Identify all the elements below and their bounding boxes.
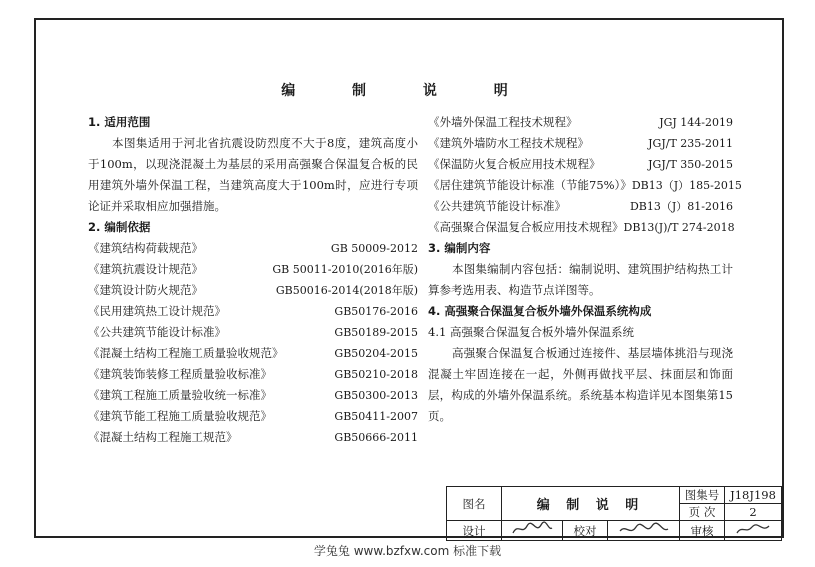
designer-signature-mark xyxy=(510,521,554,537)
reference-row: 《居住建筑节能设计标准（节能75%）》 DB13（J）185-2015 xyxy=(428,178,742,192)
reference-row: 《建筑外墙防水工程技术规程》 JGJ/T 235-2011 xyxy=(428,136,733,150)
reference-row: 《建筑抗震设计规范》 GB 50011-2010(2016年版) xyxy=(88,262,418,276)
reference-row: 《公共建筑节能设计标准》 GB50189-2015 xyxy=(88,325,418,339)
page-number-label: 页 次 xyxy=(680,504,725,521)
reference-row: 《民用建筑热工设计规范》 GB50176-2016 xyxy=(88,304,418,318)
section-3-body: 本图集编制内容包括：编制说明、建筑围护结构热工计算参考选用表、构造节点详图等。 xyxy=(428,262,733,297)
checker-label: 校对 xyxy=(563,521,608,541)
section-2-heading: 2. 编制依据 xyxy=(88,220,151,234)
designer-label: 设计 xyxy=(447,521,502,541)
checker-signature xyxy=(608,521,680,541)
reference-row: 《建筑装饰装修工程质量验收标准》 GB50210-2018 xyxy=(88,367,418,381)
reviewer-signature xyxy=(725,521,782,541)
page-number: 2 xyxy=(725,504,782,521)
reference-row: 《建筑节能工程施工质量验收规范》 GB50411-2007 xyxy=(88,409,418,423)
reference-row: 《建筑工程施工质量验收统一标准》 GB50300-2013 xyxy=(88,388,418,402)
section-4-heading: 4. 高强聚合保温复合板外墙外保温系统构成 xyxy=(428,304,652,318)
section-4-1-heading: 4.1 高强聚合保温复合板外墙外保温系统 xyxy=(428,325,634,339)
title-block xyxy=(446,486,782,541)
title-block-name-label: 图名 xyxy=(447,487,502,521)
reviewer-label: 审核 xyxy=(680,521,725,541)
reference-list xyxy=(88,238,418,448)
reference-row: 《高强聚合保温复合板应用技术规程》 DB13(J)/T 274-2018 xyxy=(428,220,735,234)
reference-row: 《建筑设计防火规范》 GB50016-2014(2018年版) xyxy=(88,283,418,297)
reference-row: 《混凝土结构工程施工质量验收规范》 GB50204-2015 xyxy=(88,346,418,360)
designer-signature xyxy=(502,521,563,541)
atlas-number: J18J198 xyxy=(725,487,782,504)
section-3-heading: 3. 编制内容 xyxy=(428,241,491,255)
reference-row: 《混凝土结构工程施工规范》 GB50666-2011 xyxy=(88,430,418,444)
reference-row: 《公共建筑节能设计标准》 DB13（J）81-2016 xyxy=(428,199,733,213)
reference-list-continued xyxy=(428,112,742,238)
page-title: 编 制 说 明 xyxy=(281,83,534,99)
checker-signature-mark xyxy=(617,521,671,537)
left-column xyxy=(88,112,418,448)
reference-row: 《建筑结构荷载规范》 GB 50009-2012 xyxy=(88,241,418,255)
section-4-body: 高强聚合保温复合板通过连接件、基层墙体挑沿与现浇混凝土牢固连接在一起，外侧再做找平层、抹面层和饰面层，构成的外墙外保温系统。系统基本构造详见本图集第15页。 xyxy=(428,346,733,423)
title-block-name: 编 制 说 明 xyxy=(502,487,680,521)
reference-row: 《外墙外保温工程技术规程》 JGJ 144-2019 xyxy=(428,115,733,129)
atlas-number-label: 图集号 xyxy=(680,487,725,504)
right-column xyxy=(428,112,742,427)
reference-row: 《保温防火复合板应用技术规程》 JGJ/T 350-2015 xyxy=(428,157,733,171)
section-1-body: 本图集适用于河北省抗震设防烈度不大于8度，建筑高度小于100m，以现浇混凝土为基层的采用高强聚合保温复合板的民用建筑外墙外保温工程，当建筑高度大于100m时，应进行专项论证并采取相应加强措施。 xyxy=(88,136,418,213)
reviewer-signature-mark xyxy=(734,521,772,537)
section-1-heading: 1. 适用范围 xyxy=(88,115,151,129)
footer-watermark: 学兔兔 www.bzfxw.com 标准下载 xyxy=(313,544,502,558)
